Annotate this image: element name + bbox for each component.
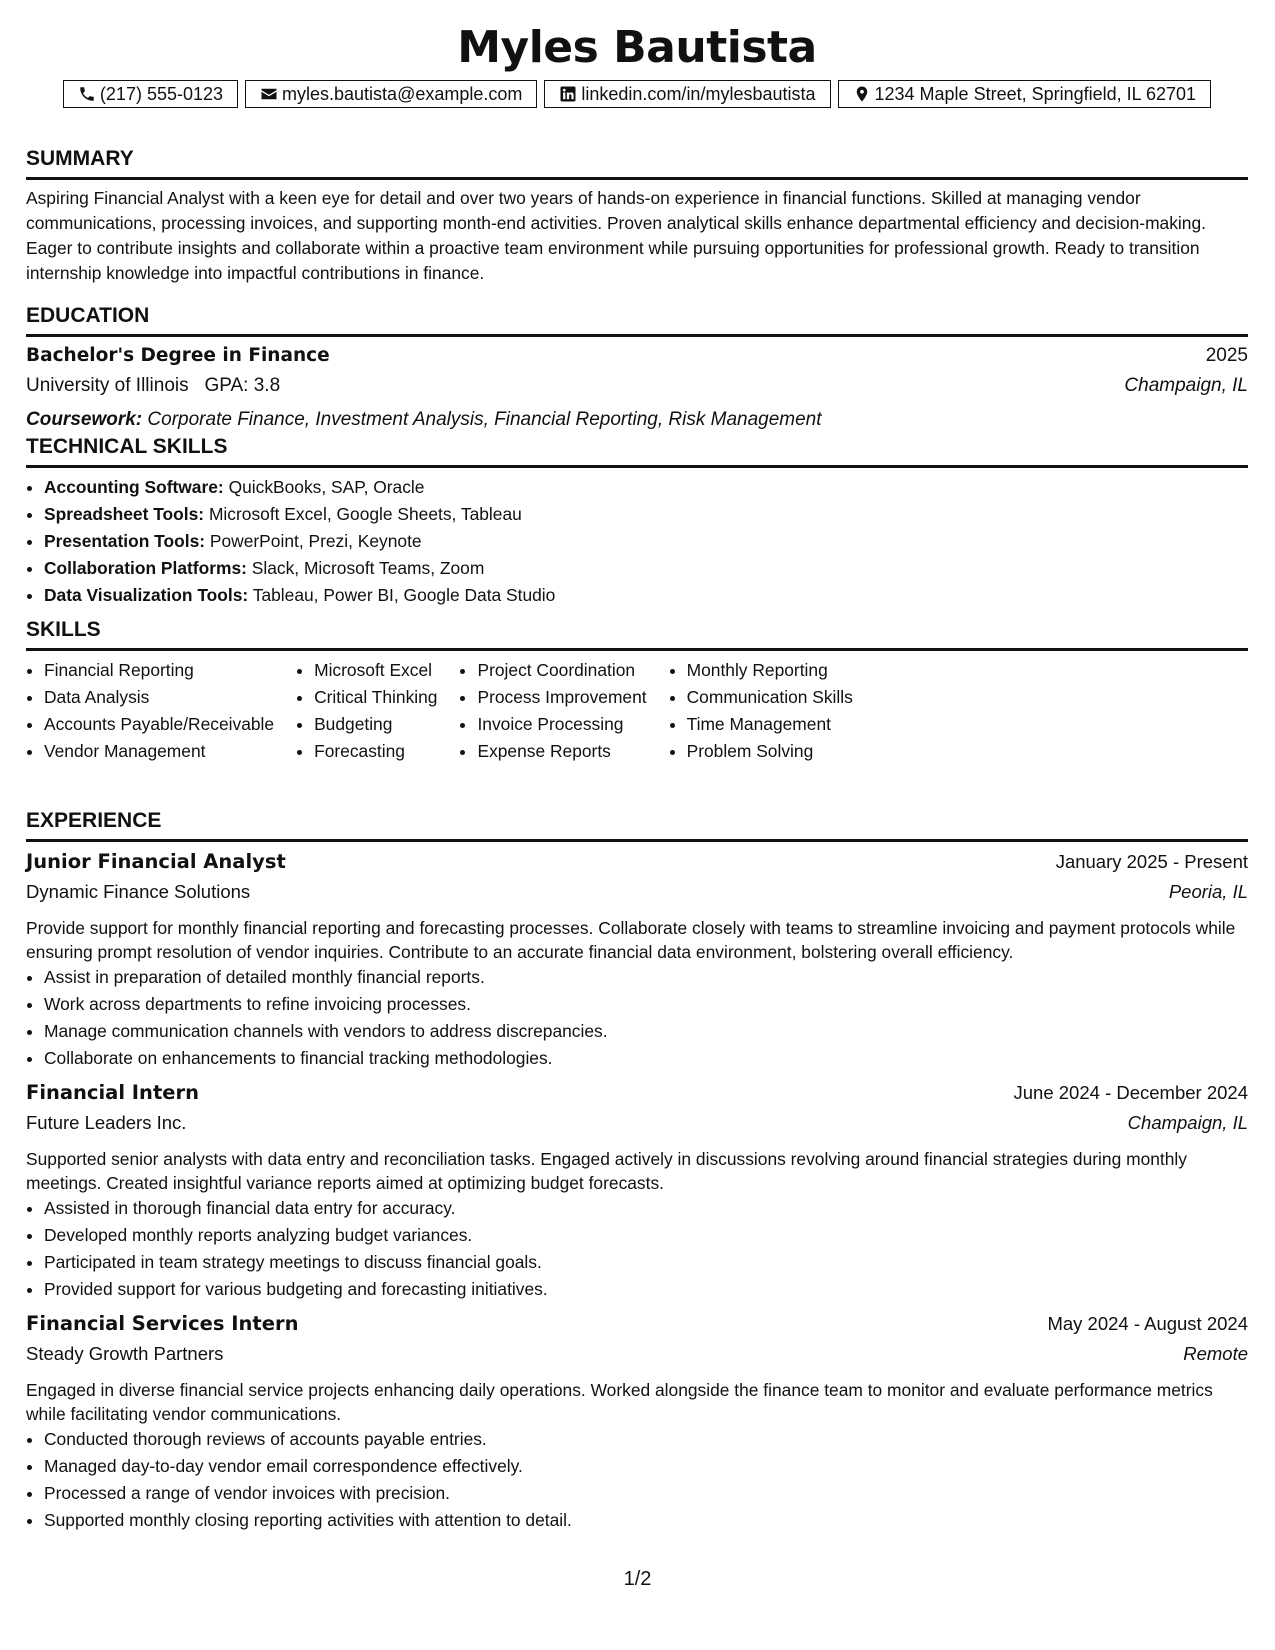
job-title: Financial Intern bbox=[26, 1081, 199, 1104]
degree-row bbox=[26, 345, 1248, 375]
list-item: • Manage communication channels with vendors to address discrepancies. bbox=[44, 1018, 1248, 1045]
summary-section bbox=[26, 146, 1248, 286]
list-item: • Managed day-to-day vendor email correspondence effectively. bbox=[44, 1453, 1248, 1480]
education-section bbox=[26, 303, 1248, 435]
skills-column bbox=[296, 657, 459, 765]
job-summary: Engaged in diverse financial service projects enhancing daily operations. Worked alongside the finance team to monitor and evaluate performance metrics while facilitating vendor communications. bbox=[26, 1380, 1213, 1424]
job-entry bbox=[26, 1312, 1248, 1534]
list-item: • Collaboration Platforms: Slack, Microsoft Teams, Zoom bbox=[44, 555, 1248, 582]
experience-section bbox=[26, 808, 1248, 1534]
skills-grid bbox=[26, 657, 1248, 765]
list-item: • Process Improvement bbox=[477, 684, 668, 711]
list-item: • Forecasting bbox=[314, 738, 459, 765]
email-text: myles.bautista@example.com bbox=[282, 83, 523, 104]
list-item: • Participated in team strategy meetings to discuss financial goals. bbox=[44, 1249, 1248, 1276]
section-divider bbox=[26, 177, 1248, 180]
technical-skills-section bbox=[26, 434, 1248, 609]
phone-text: (217) 555-0123 bbox=[99, 83, 224, 104]
job-summary: Provide support for monthly financial reporting and forecasting processes. Collaborate closely with teams to streamline invoicing and payment protocols while ensuring prompt resolution of vendor inquiries. Contribute to an accurate financial data environment, bolstering overall efficiency. bbox=[26, 918, 1236, 962]
job-bullets bbox=[26, 964, 1248, 1072]
job-dates: May 2024 - August 2024 bbox=[1047, 1313, 1248, 1334]
address-text: 1234 Maple Street, Springfield, IL 62701 bbox=[874, 83, 1197, 104]
list-item: • Microsoft Excel bbox=[314, 657, 459, 684]
envelope-icon bbox=[260, 85, 278, 103]
job-location: Remote bbox=[1183, 1343, 1248, 1364]
degree-title: Bachelor's Degree in Finance bbox=[26, 345, 330, 366]
job-bullets bbox=[26, 1426, 1248, 1534]
job-company: Dynamic Finance Solutions bbox=[26, 881, 251, 902]
list-item: • Data Visualization Tools: Tableau, Power BI, Google Data Studio bbox=[44, 582, 1248, 609]
job-bullets bbox=[26, 1195, 1248, 1303]
gpa: GPA: 3.8 bbox=[204, 375, 281, 396]
list-item: • Invoice Processing bbox=[477, 711, 668, 738]
school-row bbox=[26, 375, 1248, 405]
list-item: • Accounting Software: QuickBooks, SAP, Oracle bbox=[44, 474, 1248, 501]
list-item: • Assisted in thorough financial data entry for accuracy. bbox=[44, 1195, 1248, 1222]
list-item: • Data Analysis bbox=[44, 684, 296, 711]
contact-email[interactable] bbox=[245, 80, 537, 108]
list-item: • Project Coordination bbox=[477, 657, 668, 684]
skills-column bbox=[26, 657, 296, 765]
list-item: • Problem Solving bbox=[687, 738, 875, 765]
list-item: • Assist in preparation of detailed monthly financial reports. bbox=[44, 964, 1248, 991]
job-entry bbox=[26, 1081, 1248, 1303]
linkedin-icon bbox=[559, 85, 577, 103]
summary-heading: SUMMARY bbox=[26, 147, 134, 170]
job-entry bbox=[26, 850, 1248, 1072]
list-item: • Monthly Reporting bbox=[687, 657, 875, 684]
linkedin-text: linkedin.com/in/mylesbautista bbox=[581, 83, 816, 104]
skills-heading: SKILLS bbox=[26, 618, 101, 641]
map-marker-icon bbox=[853, 85, 871, 103]
job-title: Financial Services Intern bbox=[26, 1312, 299, 1335]
list-item: • Provided support for various budgeting and forecasting initiatives. bbox=[44, 1276, 1248, 1303]
contact-linkedin[interactable] bbox=[544, 80, 830, 108]
list-item: • Conducted thorough reviews of accounts payable entries. bbox=[44, 1426, 1248, 1453]
contact-address[interactable] bbox=[838, 80, 1212, 108]
list-item: • Communication Skills bbox=[687, 684, 875, 711]
list-item: • Spreadsheet Tools: Microsoft Excel, Google Sheets, Tableau bbox=[44, 501, 1248, 528]
summary-text: Aspiring Financial Analyst with a keen eye for detail and over two years of hands-on experience in financial functions. Skilled at managing vendor communications, processing invoices, and supporting month-end activities. Proven analytical skills enhance departmental efficiency and decision-making. Eager to contribute insights and collaborate within a proactive team environment while pursuing opportunities for professional growth. Ready to transition internship knowledge into impactful contributions in finance. bbox=[26, 188, 1206, 283]
skills-section bbox=[26, 617, 1248, 765]
section-divider bbox=[26, 334, 1248, 337]
list-item: • Accounts Payable/Receivable bbox=[44, 711, 296, 738]
list-item: • Financial Reporting bbox=[44, 657, 296, 684]
job-dates: January 2025 - Present bbox=[1055, 851, 1248, 872]
skills-column bbox=[459, 657, 668, 765]
list-item: • Vendor Management bbox=[44, 738, 296, 765]
list-item: • Work across departments to refine invoicing processes. bbox=[44, 991, 1248, 1018]
job-company: Future Leaders Inc. bbox=[26, 1112, 187, 1133]
experience-heading: EXPERIENCE bbox=[26, 809, 162, 832]
contact-bar bbox=[26, 80, 1248, 108]
coursework-label: Coursework: bbox=[26, 409, 143, 430]
coursework-line bbox=[26, 405, 1248, 435]
education-heading: EDUCATION bbox=[26, 304, 150, 327]
school-location: Champaign, IL bbox=[1124, 375, 1248, 396]
candidate-name: Myles Bautista bbox=[457, 22, 817, 73]
job-company: Steady Growth Partners bbox=[26, 1343, 224, 1364]
skills-column bbox=[669, 657, 875, 765]
phone-icon bbox=[78, 85, 96, 103]
technical-skills-heading: TECHNICAL SKILLS bbox=[26, 435, 228, 458]
job-summary: Supported senior analysts with data entry and reconciliation tasks. Engaged actively in discussions revolving around financial strategies during monthly meetings. Created insightful variance reports aimed at optimizing budget forecasts. bbox=[26, 1149, 1187, 1193]
list-item: • Developed monthly reports analyzing budget variances. bbox=[44, 1222, 1248, 1249]
job-location: Champaign, IL bbox=[1127, 1112, 1248, 1133]
technical-skills-list bbox=[26, 474, 1248, 609]
section-divider bbox=[26, 839, 1248, 842]
list-item: • Critical Thinking bbox=[314, 684, 459, 711]
list-item: • Budgeting bbox=[314, 711, 459, 738]
job-location: Peoria, IL bbox=[1168, 881, 1248, 902]
list-item: • Presentation Tools: PowerPoint, Prezi, Keynote bbox=[44, 528, 1248, 555]
coursework-list: Corporate Finance, Investment Analysis, Financial Reporting, Risk Management bbox=[147, 409, 822, 430]
school-name: University of Illinois bbox=[26, 375, 189, 396]
contact-phone[interactable] bbox=[63, 80, 238, 108]
section-divider bbox=[26, 648, 1248, 651]
page-number: 1/2 bbox=[623, 1568, 652, 1590]
section-divider bbox=[26, 465, 1248, 468]
job-dates: June 2024 - December 2024 bbox=[1013, 1082, 1248, 1103]
list-item: • Time Management bbox=[687, 711, 875, 738]
list-item: • Supported monthly closing reporting activities with attention to detail. bbox=[44, 1507, 1248, 1534]
list-item: • Collaborate on enhancements to financial tracking methodologies. bbox=[44, 1045, 1248, 1072]
list-item: • Expense Reports bbox=[477, 738, 668, 765]
job-title: Junior Financial Analyst bbox=[26, 850, 286, 873]
graduation-year: 2025 bbox=[1205, 345, 1248, 366]
list-item: • Processed a range of vendor invoices with precision. bbox=[44, 1480, 1248, 1507]
